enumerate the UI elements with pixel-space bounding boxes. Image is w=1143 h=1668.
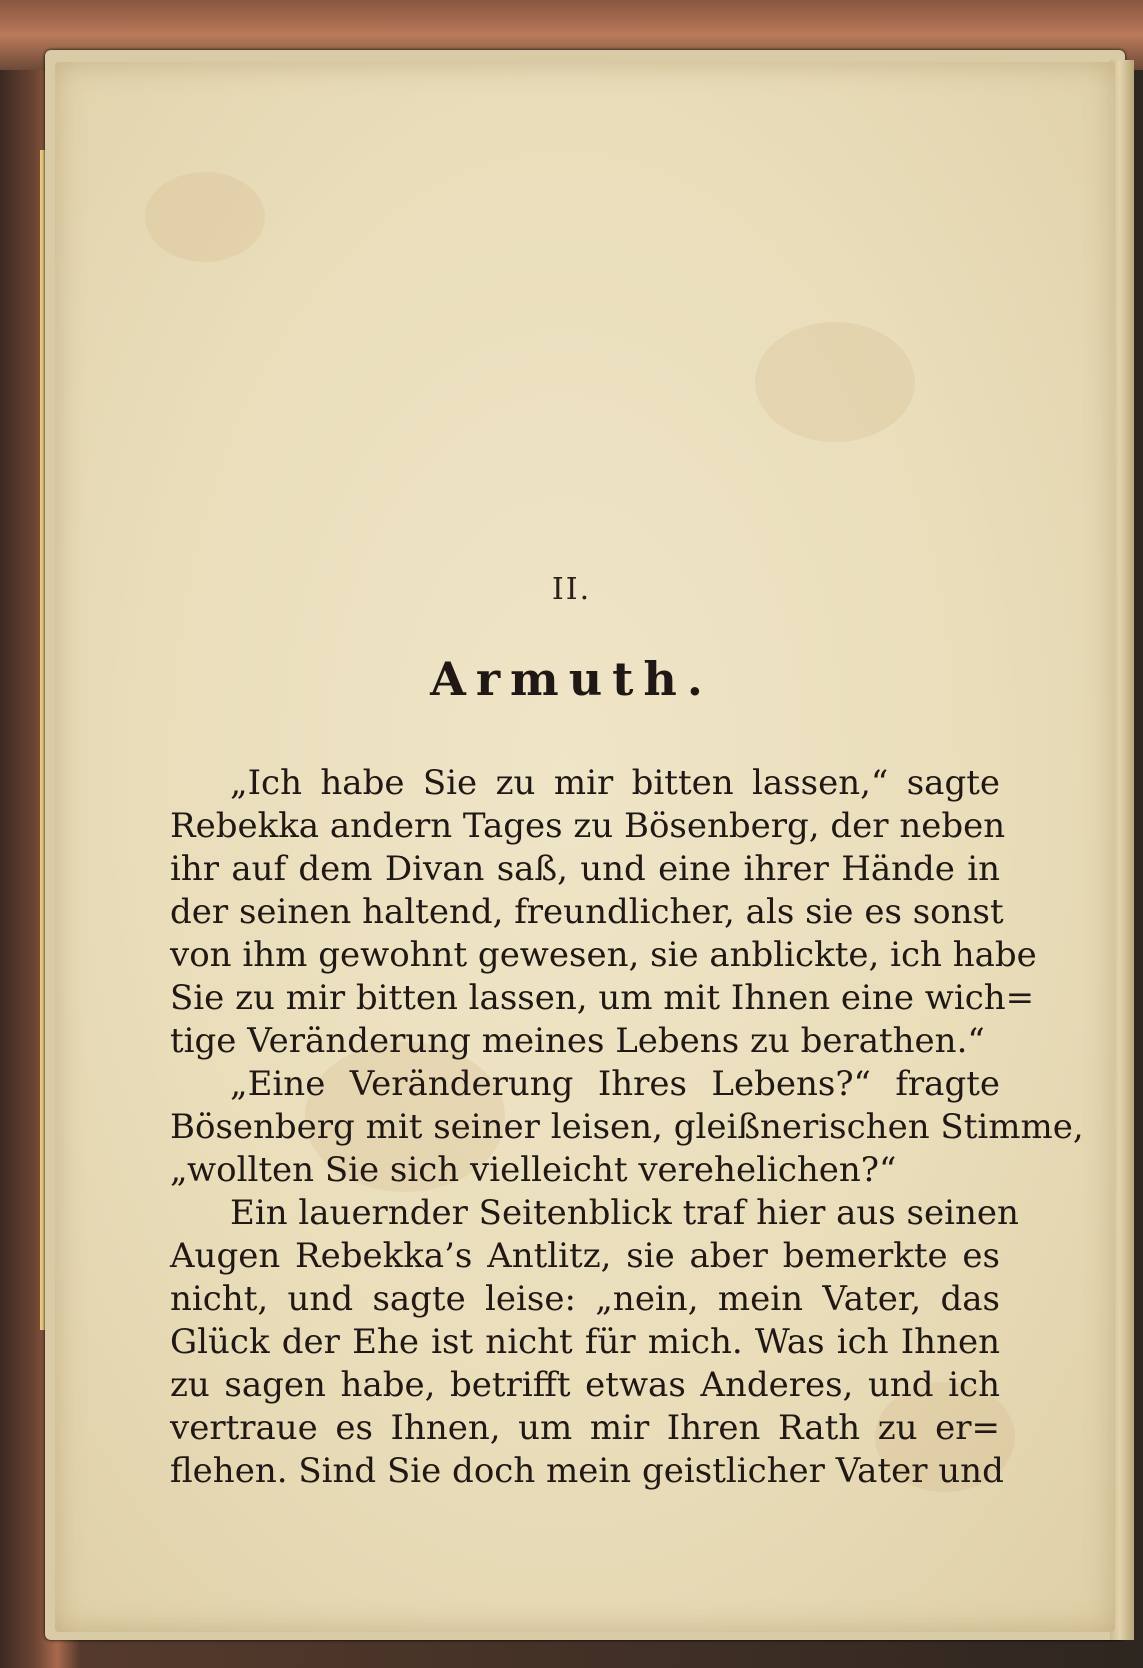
body-text [170, 762, 1084, 1493]
text-line: „Eine Veränderung Ihres Lebens?“ fragte [230, 1064, 1000, 1104]
paper-stain [145, 172, 265, 262]
text-line: ihr auf dem Divan saß, und eine ihrer Hände in [170, 849, 1000, 889]
text-line: tige Veränderung meines Lebens zu berathen.“ [170, 1021, 985, 1061]
paper-stain [755, 322, 915, 442]
text-line: von ihm gewohnt gewesen, sie anblickte, ich habe [170, 935, 1037, 975]
text-line: vertraue es Ihnen, um mir Ihren Rath zu er= [170, 1408, 1000, 1448]
text-line: „Ich habe Sie zu mir bitten lassen,“ sagte [230, 763, 1000, 803]
text-line: Glück der Ehe ist nicht für mich. Was ich Ihnen [170, 1322, 1000, 1362]
text-line: Sie zu mir bitten lassen, um mit Ihnen eine wich= [170, 978, 1035, 1018]
chapter-title: Armuth. [430, 652, 713, 706]
text-line: Augen Rebekka’s Antlitz, sie aber bemerkte es [170, 1236, 1000, 1276]
text-line: flehen. Sind Sie doch mein geistlicher Vater und [170, 1451, 1004, 1491]
text-line: der seinen haltend, freundlicher, als sie es sonst [170, 892, 1004, 932]
chapter-number: II. [551, 572, 592, 607]
text-line: zu sagen habe, betrifft etwas Anderes, und ich [170, 1365, 1000, 1405]
text-line: nicht, und sagte leise: „nein, mein Vater, das [170, 1279, 1000, 1319]
text-line: „wollten Sie sich vielleicht verehelichen?“ [170, 1150, 897, 1190]
text-line: Rebekka andern Tages zu Bösenberg, der neben [170, 806, 1006, 846]
text-line: Bösenberg mit seiner leisen, gleißnerischen Stimme, [170, 1107, 1084, 1147]
text-line: Ein lauernder Seitenblick traf hier aus seinen [230, 1193, 1019, 1233]
